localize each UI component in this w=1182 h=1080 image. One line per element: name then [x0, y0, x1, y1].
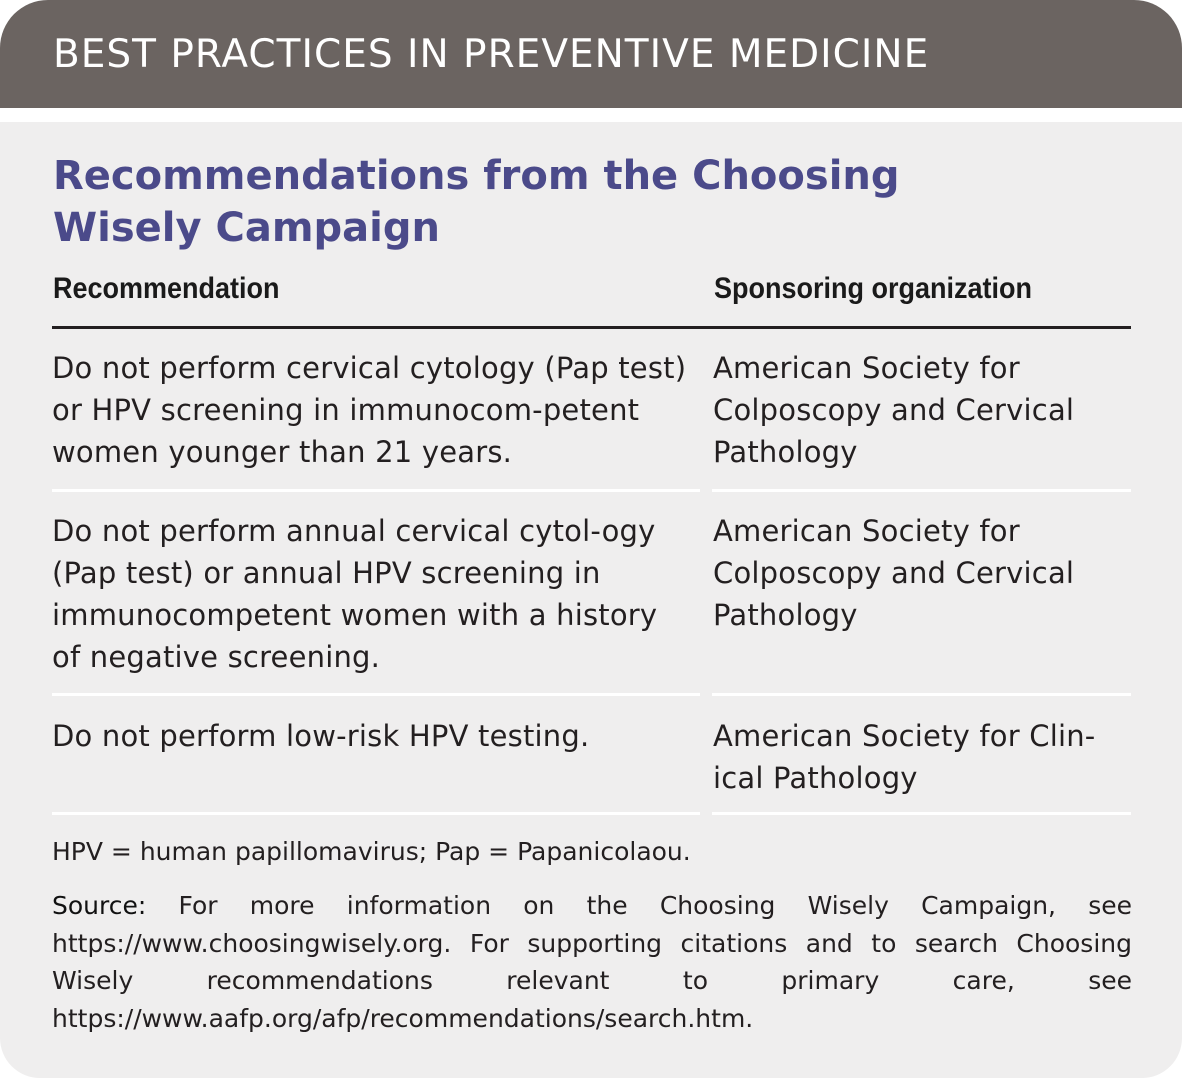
row-divider	[712, 693, 1131, 696]
section-header-banner	[0, 0, 1182, 108]
abbreviations-footnote: HPV = human papillomavirus; Pap = Papanicolaou.	[52, 837, 691, 866]
row-divider	[712, 812, 1131, 815]
table-title: Recommendations from the Choosing Wisely Campaign	[53, 153, 900, 251]
column-header-sponsoring-organization: Sponsoring organization	[714, 272, 1032, 305]
section-header-label: BEST PRACTICES IN PREVENTIVE MEDICINE	[53, 32, 930, 77]
row-divider	[52, 812, 700, 815]
table-row-3-recommendation: Do not perform low-risk HPV testing.	[52, 719, 590, 753]
source-text: For more information on the Choosing Wisely Campaign, see https://www.choosingwisely.org. For supporting citations and to search Choosing Wisely recommendations relevant to primary care, see https://www.aafp.org/afp/recommendations/search.htm.	[52, 891, 1132, 1033]
table-row-1-recommendation: Do not perform cervical cytology (Pap test) or HPV screening in immunocom-petent women younger than 21 years.	[52, 351, 687, 469]
table-row-3-organization: American Society for Clin-ical Pathology	[713, 719, 1096, 795]
row-divider	[52, 489, 700, 492]
table-row-2-recommendation: Do not perform annual cervical cytol-ogy (Pap test) or annual HPV screening in immunocompetent women with a history of negative screening.	[52, 514, 658, 674]
row-divider	[52, 693, 700, 696]
table-row-2-organization: American Society for Colposcopy and Cervical Pathology	[713, 514, 1075, 632]
header-divider	[52, 326, 1131, 329]
source-note	[52, 887, 1132, 1037]
table-row-1-organization: American Society for Colposcopy and Cervical Pathology	[713, 351, 1075, 469]
column-header-recommendation: Recommendation	[53, 272, 280, 305]
row-divider	[712, 489, 1131, 492]
source-label: Source:	[52, 891, 147, 920]
